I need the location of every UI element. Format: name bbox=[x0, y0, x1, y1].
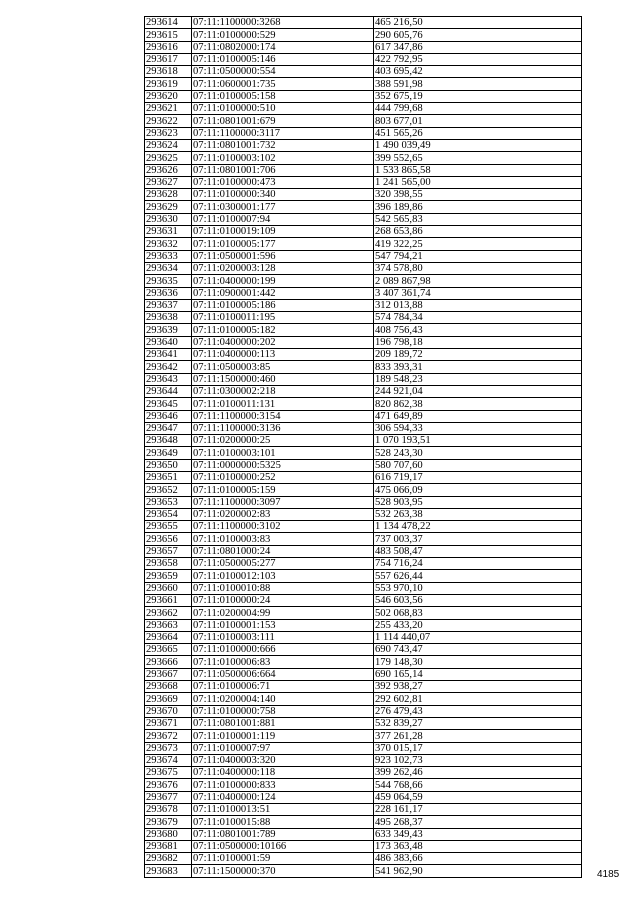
row-index-cell: 293626 bbox=[145, 164, 192, 176]
cadastral-value-cell: 1 114 440,07 bbox=[374, 631, 582, 643]
row-index-cell: 293652 bbox=[145, 484, 192, 496]
cadastral-value-cell: 292 602,81 bbox=[374, 693, 582, 705]
table-row bbox=[145, 484, 582, 496]
table-row bbox=[145, 594, 582, 606]
row-index-cell: 293638 bbox=[145, 312, 192, 324]
row-index-cell: 293631 bbox=[145, 226, 192, 238]
table-row bbox=[145, 558, 582, 570]
row-index-cell: 293625 bbox=[145, 152, 192, 164]
cadastral-value-cell: 2 089 867,98 bbox=[374, 275, 582, 287]
cadastral-value-cell: 451 565,26 bbox=[374, 127, 582, 139]
cadastral-value-cell: 179 148,30 bbox=[374, 656, 582, 668]
row-index-cell: 293672 bbox=[145, 730, 192, 742]
row-index-cell: 293667 bbox=[145, 668, 192, 680]
cadastral-value-cell: 370 015,17 bbox=[374, 742, 582, 754]
cadastral-value-cell: 352 675,19 bbox=[374, 90, 582, 102]
cadastral-value-cell: 228 161,17 bbox=[374, 804, 582, 816]
table-row bbox=[145, 582, 582, 594]
cadastral-value-cell: 419 322,25 bbox=[374, 238, 582, 250]
cadastral-value-cell: 532 839,27 bbox=[374, 717, 582, 729]
cadastral-number-cell: 07:11:0100001:119 bbox=[192, 730, 374, 742]
row-index-cell: 293639 bbox=[145, 324, 192, 336]
cadastral-number-cell: 07:11:0801001:706 bbox=[192, 164, 374, 176]
row-index-cell: 293681 bbox=[145, 840, 192, 852]
cadastral-value-cell: 276 479,43 bbox=[374, 705, 582, 717]
cadastral-value-cell: 923 102,73 bbox=[374, 754, 582, 766]
row-index-cell: 293627 bbox=[145, 176, 192, 188]
table-row bbox=[145, 471, 582, 483]
table-row bbox=[145, 275, 582, 287]
cadastral-value-cell: 486 383,66 bbox=[374, 853, 582, 865]
cadastral-value-cell: 173 363,48 bbox=[374, 840, 582, 852]
row-index-cell: 293635 bbox=[145, 275, 192, 287]
cadastral-number-cell: 07:11:0500000:10166 bbox=[192, 840, 374, 852]
row-index-cell: 293653 bbox=[145, 496, 192, 508]
cadastral-value-cell: 377 261,28 bbox=[374, 730, 582, 742]
cadastral-value-cell: 547 794,21 bbox=[374, 250, 582, 262]
table-row bbox=[145, 828, 582, 840]
table-row bbox=[145, 742, 582, 754]
table-row bbox=[145, 361, 582, 373]
cadastral-number-cell: 07:11:0100005:186 bbox=[192, 299, 374, 311]
cadastral-value-cell: 803 677,01 bbox=[374, 115, 582, 127]
cadastral-value-cell: 820 862,38 bbox=[374, 398, 582, 410]
table-row bbox=[145, 287, 582, 299]
cadastral-number-cell: 07:11:0500005:277 bbox=[192, 558, 374, 570]
cadastral-number-cell: 07:11:0100000:252 bbox=[192, 471, 374, 483]
cadastral-number-cell: 07:11:0100013:51 bbox=[192, 804, 374, 816]
cadastral-number-cell: 07:11:0400000:124 bbox=[192, 791, 374, 803]
cadastral-value-cell: 422 792,95 bbox=[374, 53, 582, 65]
cadastral-number-cell: 07:11:0100000:510 bbox=[192, 103, 374, 115]
row-index-cell: 293623 bbox=[145, 127, 192, 139]
cadastral-number-cell: 07:11:0100000:529 bbox=[192, 29, 374, 41]
cadastral-value-cell: 312 013,88 bbox=[374, 299, 582, 311]
row-index-cell: 293671 bbox=[145, 717, 192, 729]
row-index-cell: 293619 bbox=[145, 78, 192, 90]
table-row bbox=[145, 336, 582, 348]
table-row bbox=[145, 349, 582, 361]
table-row bbox=[145, 226, 582, 238]
table-row bbox=[145, 754, 582, 766]
cadastral-value-cell: 833 393,31 bbox=[374, 361, 582, 373]
cadastral-number-cell: 07:11:0100007:94 bbox=[192, 213, 374, 225]
cadastral-number-cell: 07:11:0100005:182 bbox=[192, 324, 374, 336]
table-row bbox=[145, 201, 582, 213]
table-row bbox=[145, 447, 582, 459]
cadastral-number-cell: 07:11:0801000:24 bbox=[192, 545, 374, 557]
table-row bbox=[145, 410, 582, 422]
table-row bbox=[145, 767, 582, 779]
cadastral-number-cell: 07:11:0100006:71 bbox=[192, 681, 374, 693]
cadastral-number-cell: 07:11:0100007:97 bbox=[192, 742, 374, 754]
table-row bbox=[145, 668, 582, 680]
row-index-cell: 293648 bbox=[145, 435, 192, 447]
cadastral-number-cell: 07:11:1100000:3102 bbox=[192, 521, 374, 533]
cadastral-number-cell: 07:11:0100005:159 bbox=[192, 484, 374, 496]
cadastral-number-cell: 07:11:0400000:118 bbox=[192, 767, 374, 779]
cadastral-number-cell: 07:11:0100003:111 bbox=[192, 631, 374, 643]
cadastral-value-cell: 399 552,65 bbox=[374, 152, 582, 164]
row-index-cell: 293618 bbox=[145, 66, 192, 78]
table-row bbox=[145, 459, 582, 471]
cadastral-number-cell: 07:11:0200004:140 bbox=[192, 693, 374, 705]
cadastral-number-cell: 07:11:0100000:340 bbox=[192, 189, 374, 201]
cadastral-number-cell: 07:11:0801001:732 bbox=[192, 139, 374, 151]
table-row bbox=[145, 631, 582, 643]
cadastral-value-cell: 616 719,17 bbox=[374, 471, 582, 483]
cadastral-value-cell: 444 799,68 bbox=[374, 103, 582, 115]
cadastral-number-cell: 07:11:0100011:195 bbox=[192, 312, 374, 324]
cadastral-value-cell: 1 070 193,51 bbox=[374, 435, 582, 447]
row-index-cell: 293615 bbox=[145, 29, 192, 41]
cadastral-value-cell: 1 490 039,49 bbox=[374, 139, 582, 151]
cadastral-number-cell: 07:11:0100003:102 bbox=[192, 152, 374, 164]
table-row bbox=[145, 533, 582, 545]
table-row bbox=[145, 139, 582, 151]
row-index-cell: 293674 bbox=[145, 754, 192, 766]
table-row bbox=[145, 779, 582, 791]
cadastral-value-cell: 754 716,24 bbox=[374, 558, 582, 570]
cadastral-value-cell: 255 433,20 bbox=[374, 619, 582, 631]
cadastral-number-cell: 07:11:0100012:103 bbox=[192, 570, 374, 582]
cadastral-number-cell: 07:11:0100003:83 bbox=[192, 533, 374, 545]
table-row bbox=[145, 570, 582, 582]
cadastral-number-cell: 07:11:0100005:146 bbox=[192, 53, 374, 65]
row-index-cell: 293673 bbox=[145, 742, 192, 754]
cadastral-number-cell: 07:11:0100005:177 bbox=[192, 238, 374, 250]
table-row bbox=[145, 17, 582, 29]
cadastral-number-cell: 07:11:0100015:88 bbox=[192, 816, 374, 828]
row-index-cell: 293660 bbox=[145, 582, 192, 594]
table-row bbox=[145, 189, 582, 201]
row-index-cell: 293668 bbox=[145, 681, 192, 693]
table-row bbox=[145, 41, 582, 53]
table-row bbox=[145, 705, 582, 717]
row-index-cell: 293669 bbox=[145, 693, 192, 705]
table-row bbox=[145, 521, 582, 533]
row-index-cell: 293661 bbox=[145, 594, 192, 606]
table-row bbox=[145, 78, 582, 90]
row-index-cell: 293656 bbox=[145, 533, 192, 545]
table-row bbox=[145, 238, 582, 250]
row-index-cell: 293628 bbox=[145, 189, 192, 201]
row-index-cell: 293650 bbox=[145, 459, 192, 471]
cadastral-number-cell: 07:11:0100001:59 bbox=[192, 853, 374, 865]
cadastral-value-cell: 557 626,44 bbox=[374, 570, 582, 582]
row-index-cell: 293663 bbox=[145, 619, 192, 631]
cadastral-number-cell: 07:11:0100001:153 bbox=[192, 619, 374, 631]
cadastral-number-cell: 07:11:0801001:789 bbox=[192, 828, 374, 840]
table-row bbox=[145, 312, 582, 324]
row-index-cell: 293654 bbox=[145, 508, 192, 520]
cadastral-number-cell: 07:11:0500001:596 bbox=[192, 250, 374, 262]
row-index-cell: 293658 bbox=[145, 558, 192, 570]
cadastral-number-cell: 07:11:0400000:202 bbox=[192, 336, 374, 348]
cadastral-number-cell: 07:11:1500000:460 bbox=[192, 373, 374, 385]
cadastral-value-cell: 633 349,43 bbox=[374, 828, 582, 840]
cadastral-value-cell: 403 695,42 bbox=[374, 66, 582, 78]
row-index-cell: 293678 bbox=[145, 804, 192, 816]
row-index-cell: 293630 bbox=[145, 213, 192, 225]
table-row bbox=[145, 66, 582, 78]
cadastral-value-cell: 690 165,14 bbox=[374, 668, 582, 680]
table-row bbox=[145, 324, 582, 336]
cadastral-value-cell: 574 784,34 bbox=[374, 312, 582, 324]
table-row bbox=[145, 840, 582, 852]
row-index-cell: 293634 bbox=[145, 262, 192, 274]
table-row bbox=[145, 385, 582, 397]
cadastral-value-cell: 374 578,80 bbox=[374, 262, 582, 274]
row-index-cell: 293647 bbox=[145, 422, 192, 434]
cadastral-number-cell: 07:11:0100010:88 bbox=[192, 582, 374, 594]
table-row bbox=[145, 164, 582, 176]
cadastral-number-cell: 07:11:0300001:177 bbox=[192, 201, 374, 213]
cadastral-number-cell: 07:11:0600001:735 bbox=[192, 78, 374, 90]
cadastral-number-cell: 07:11:0200004:99 bbox=[192, 607, 374, 619]
cadastral-number-cell: 07:11:0300002:218 bbox=[192, 385, 374, 397]
cadastral-value-cell: 320 398,55 bbox=[374, 189, 582, 201]
cadastral-value-cell: 737 003,37 bbox=[374, 533, 582, 545]
table-row bbox=[145, 373, 582, 385]
table-row bbox=[145, 176, 582, 188]
cadastral-number-cell: 07:11:1100000:3117 bbox=[192, 127, 374, 139]
row-index-cell: 293675 bbox=[145, 767, 192, 779]
cadastral-number-cell: 07:11:0100000:666 bbox=[192, 644, 374, 656]
table-row bbox=[145, 681, 582, 693]
table-row bbox=[145, 398, 582, 410]
cadastral-value-cell: 1 134 478,22 bbox=[374, 521, 582, 533]
cadastral-number-cell: 07:11:0801001:881 bbox=[192, 717, 374, 729]
table-row bbox=[145, 791, 582, 803]
table-row bbox=[145, 717, 582, 729]
cadastral-number-cell: 07:11:1100000:3097 bbox=[192, 496, 374, 508]
row-index-cell: 293641 bbox=[145, 349, 192, 361]
cadastral-number-cell: 07:11:0900001:442 bbox=[192, 287, 374, 299]
row-index-cell: 293676 bbox=[145, 779, 192, 791]
table-row bbox=[145, 508, 582, 520]
table-row bbox=[145, 435, 582, 447]
table-row bbox=[145, 693, 582, 705]
row-index-cell: 293659 bbox=[145, 570, 192, 582]
row-index-cell: 293636 bbox=[145, 287, 192, 299]
cadastral-value-cell: 528 243,30 bbox=[374, 447, 582, 459]
row-index-cell: 293624 bbox=[145, 139, 192, 151]
row-index-cell: 293645 bbox=[145, 398, 192, 410]
cadastral-number-cell: 07:11:0000000:5325 bbox=[192, 459, 374, 471]
row-index-cell: 293666 bbox=[145, 656, 192, 668]
cadastral-value-cell: 392 938,27 bbox=[374, 681, 582, 693]
row-index-cell: 293621 bbox=[145, 103, 192, 115]
row-index-cell: 293657 bbox=[145, 545, 192, 557]
table-row bbox=[145, 619, 582, 631]
table-body bbox=[145, 17, 582, 878]
cadastral-number-cell: 07:11:0500006:664 bbox=[192, 668, 374, 680]
row-index-cell: 293622 bbox=[145, 115, 192, 127]
cadastral-value-cell: 196 798,18 bbox=[374, 336, 582, 348]
table-row bbox=[145, 422, 582, 434]
row-index-cell: 293662 bbox=[145, 607, 192, 619]
cadastral-value-table bbox=[144, 16, 582, 878]
row-index-cell: 293665 bbox=[145, 644, 192, 656]
cadastral-number-cell: 07:11:0200002:83 bbox=[192, 508, 374, 520]
page-number: 4185 bbox=[597, 869, 620, 880]
row-index-cell: 293617 bbox=[145, 53, 192, 65]
cadastral-number-cell: 07:11:0100000:24 bbox=[192, 594, 374, 606]
cadastral-value-cell: 3 407 361,74 bbox=[374, 287, 582, 299]
row-index-cell: 293642 bbox=[145, 361, 192, 373]
cadastral-number-cell: 07:11:0200000:25 bbox=[192, 435, 374, 447]
cadastral-number-cell: 07:11:0100019:109 bbox=[192, 226, 374, 238]
cadastral-number-cell: 07:11:1100000:3154 bbox=[192, 410, 374, 422]
cadastral-value-cell: 690 743,47 bbox=[374, 644, 582, 656]
table-row bbox=[145, 804, 582, 816]
cadastral-value-cell: 502 068,83 bbox=[374, 607, 582, 619]
cadastral-value-cell: 528 903,95 bbox=[374, 496, 582, 508]
cadastral-value-cell: 306 594,33 bbox=[374, 422, 582, 434]
cadastral-value-cell: 408 756,43 bbox=[374, 324, 582, 336]
cadastral-value-cell: 209 189,72 bbox=[374, 349, 582, 361]
table-row bbox=[145, 816, 582, 828]
row-index-cell: 293640 bbox=[145, 336, 192, 348]
table-row bbox=[145, 53, 582, 65]
cadastral-number-cell: 07:11:0100000:833 bbox=[192, 779, 374, 791]
cadastral-value-cell: 396 189,86 bbox=[374, 201, 582, 213]
row-index-cell: 293649 bbox=[145, 447, 192, 459]
cadastral-number-cell: 07:11:0500000:554 bbox=[192, 66, 374, 78]
table-row bbox=[145, 29, 582, 41]
row-index-cell: 293683 bbox=[145, 865, 192, 877]
cadastral-value-cell: 268 653,86 bbox=[374, 226, 582, 238]
cadastral-value-cell: 399 262,46 bbox=[374, 767, 582, 779]
cadastral-number-cell: 07:11:0400000:113 bbox=[192, 349, 374, 361]
cadastral-number-cell: 07:11:0100011:131 bbox=[192, 398, 374, 410]
table-row bbox=[145, 865, 582, 877]
table-row bbox=[145, 213, 582, 225]
table-row bbox=[145, 262, 582, 274]
row-index-cell: 293629 bbox=[145, 201, 192, 213]
row-index-cell: 293682 bbox=[145, 853, 192, 865]
table-row bbox=[145, 152, 582, 164]
cadastral-value-cell: 388 591,98 bbox=[374, 78, 582, 90]
cadastral-value-cell: 189 548,23 bbox=[374, 373, 582, 385]
cadastral-value-cell: 459 064,59 bbox=[374, 791, 582, 803]
row-index-cell: 293680 bbox=[145, 828, 192, 840]
row-index-cell: 293677 bbox=[145, 791, 192, 803]
cadastral-value-cell: 471 649,89 bbox=[374, 410, 582, 422]
cadastral-number-cell: 07:11:0100006:83 bbox=[192, 656, 374, 668]
table-row bbox=[145, 656, 582, 668]
cadastral-number-cell: 07:11:1100000:3136 bbox=[192, 422, 374, 434]
table-row bbox=[145, 496, 582, 508]
cadastral-value-cell: 553 970,10 bbox=[374, 582, 582, 594]
cadastral-number-cell: 07:11:0400003:320 bbox=[192, 754, 374, 766]
cadastral-number-cell: 07:11:0200003:128 bbox=[192, 262, 374, 274]
cadastral-value-cell: 1 241 565,00 bbox=[374, 176, 582, 188]
cadastral-value-cell: 495 268,37 bbox=[374, 816, 582, 828]
cadastral-number-cell: 07:11:0100003:101 bbox=[192, 447, 374, 459]
row-index-cell: 293679 bbox=[145, 816, 192, 828]
cadastral-value-cell: 290 605,76 bbox=[374, 29, 582, 41]
row-index-cell: 293655 bbox=[145, 521, 192, 533]
row-index-cell: 293637 bbox=[145, 299, 192, 311]
table-row bbox=[145, 607, 582, 619]
cadastral-value-cell: 475 066,09 bbox=[374, 484, 582, 496]
cadastral-value-cell: 542 565,83 bbox=[374, 213, 582, 225]
row-index-cell: 293644 bbox=[145, 385, 192, 397]
cadastral-number-cell: 07:11:0100005:158 bbox=[192, 90, 374, 102]
row-index-cell: 293633 bbox=[145, 250, 192, 262]
cadastral-value-cell: 546 603,56 bbox=[374, 594, 582, 606]
cadastral-value-cell: 544 768,66 bbox=[374, 779, 582, 791]
cadastral-value-cell: 580 707,60 bbox=[374, 459, 582, 471]
cadastral-number-cell: 07:11:0500003:85 bbox=[192, 361, 374, 373]
row-index-cell: 293646 bbox=[145, 410, 192, 422]
cadastral-value-cell: 483 508,47 bbox=[374, 545, 582, 557]
table-row bbox=[145, 299, 582, 311]
table-row bbox=[145, 853, 582, 865]
table-row bbox=[145, 545, 582, 557]
cadastral-value-cell: 532 263,38 bbox=[374, 508, 582, 520]
row-index-cell: 293664 bbox=[145, 631, 192, 643]
table-row bbox=[145, 103, 582, 115]
cadastral-value-cell: 617 347,86 bbox=[374, 41, 582, 53]
row-index-cell: 293643 bbox=[145, 373, 192, 385]
row-index-cell: 293670 bbox=[145, 705, 192, 717]
row-index-cell: 293632 bbox=[145, 238, 192, 250]
cadastral-number-cell: 07:11:0801001:679 bbox=[192, 115, 374, 127]
table-row bbox=[145, 127, 582, 139]
row-index-cell: 293651 bbox=[145, 471, 192, 483]
row-index-cell: 293614 bbox=[145, 17, 192, 29]
table-row bbox=[145, 115, 582, 127]
cadastral-value-cell: 244 921,04 bbox=[374, 385, 582, 397]
cadastral-value-cell: 1 533 865,58 bbox=[374, 164, 582, 176]
cadastral-number-cell: 07:11:0400000:199 bbox=[192, 275, 374, 287]
table-row bbox=[145, 730, 582, 742]
table-row bbox=[145, 90, 582, 102]
table-row bbox=[145, 644, 582, 656]
cadastral-number-cell: 07:11:0100000:758 bbox=[192, 705, 374, 717]
row-index-cell: 293616 bbox=[145, 41, 192, 53]
cadastral-value-cell: 541 962,90 bbox=[374, 865, 582, 877]
cadastral-number-cell: 07:11:1500000:370 bbox=[192, 865, 374, 877]
table-row bbox=[145, 250, 582, 262]
row-index-cell: 293620 bbox=[145, 90, 192, 102]
cadastral-number-cell: 07:11:0100000:473 bbox=[192, 176, 374, 188]
cadastral-number-cell: 07:11:1100000:3268 bbox=[192, 17, 374, 29]
cadastral-number-cell: 07:11:0802000:174 bbox=[192, 41, 374, 53]
cadastral-value-cell: 465 216,50 bbox=[374, 17, 582, 29]
